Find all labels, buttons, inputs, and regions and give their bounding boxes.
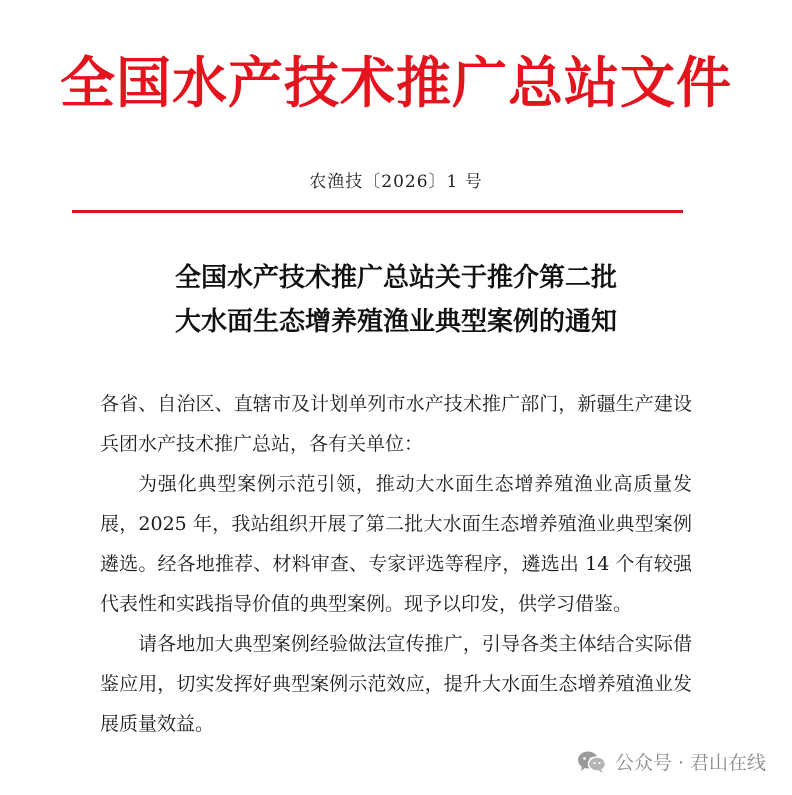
- notice-title-line-1: 全国水产技术推广总站关于推介第二批: [174, 263, 617, 293]
- wechat-watermark: [577, 748, 766, 775]
- red-divider-line: [72, 210, 683, 213]
- document-number: 农渔技〔2026〕1 号: [309, 172, 483, 192]
- body-paragraph-2: 请各地加大典型案例经验做法宣传推广，引导各类主体结合实际借鉴应用，切实发挥好典型案例示范效应，提升大水面生态增养殖渔业发展质量效益。: [100, 633, 692, 735]
- letterhead-title: 全国水产技术推广总站文件: [59, 50, 732, 115]
- notice-body: [100, 384, 692, 744]
- notice-title: [0, 256, 792, 344]
- wechat-icon: [577, 750, 607, 774]
- notice-title-line-2: 大水面生态增养殖渔业典型案例的通知: [174, 307, 617, 337]
- salutation: 各省、自治区、直辖市及计划单列市水产技术推广部门，新疆生产建设兵团水产技术推广总站，各有关单位：: [100, 393, 692, 455]
- watermark-text: 公众号 · 君山在线: [614, 752, 766, 774]
- body-paragraph-1: 为强化典型案例示范引领，推动大水面生态增养殖渔业高质量发展，2025 年，我站组织开展了第二批大水面生态增养殖渔业典型案例遴选。经各地推荐、材料审查、专家评选等程序，遴选出 14 个有较强代表性和实践指导价值的典型案例。现予以印发，供学习借鉴。: [100, 473, 692, 615]
